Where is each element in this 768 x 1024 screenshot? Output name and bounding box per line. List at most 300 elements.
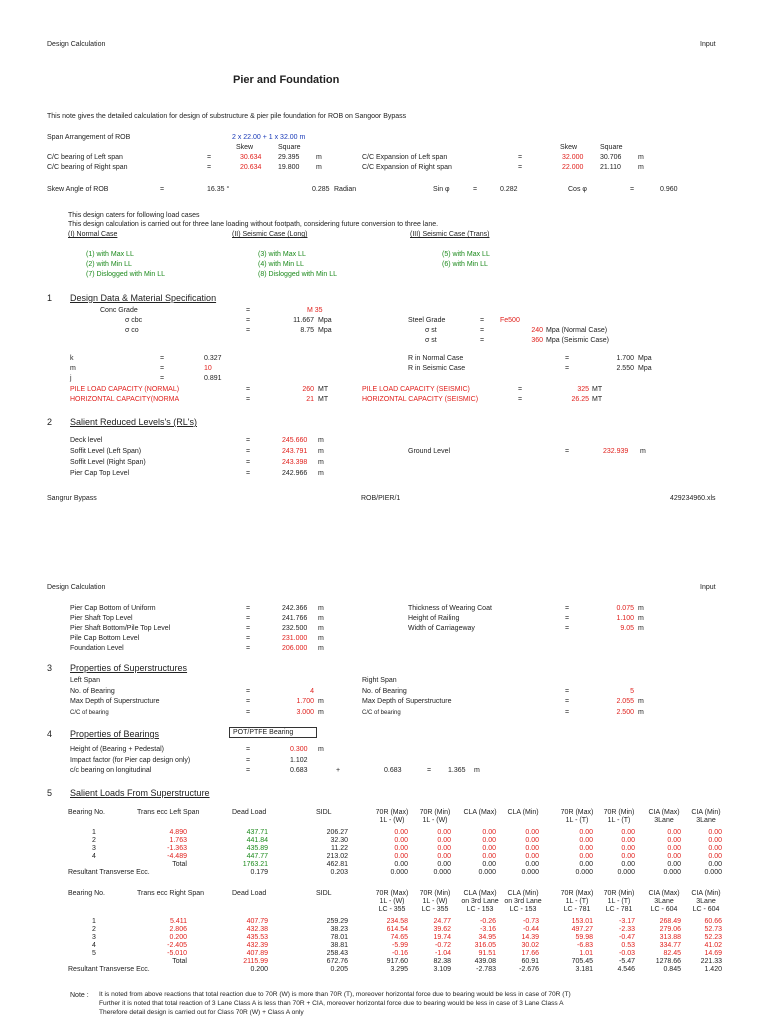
right-span-header: Right Span	[362, 677, 397, 684]
table-header: CLA (Max)	[463, 809, 497, 816]
eq: =	[565, 625, 570, 632]
pier-cap-bottom-value: 242.366	[282, 605, 308, 612]
table-cell: 38.23	[330, 926, 348, 933]
eq: =	[246, 459, 251, 466]
table-total-label: Total	[172, 861, 187, 868]
table-header: CLA (Min)	[507, 890, 539, 897]
k-value: 0.327	[204, 355, 222, 362]
table-total: 1763.21	[242, 861, 268, 868]
max-depth-left: 1.700	[296, 698, 314, 705]
cc-bearing-label: C/C of bearing	[362, 710, 401, 716]
table-total: 221.33	[700, 958, 722, 965]
table-cell: -0.44	[523, 926, 539, 933]
loadcase-6: (6) with Min LL	[442, 261, 488, 268]
table-cell: 614.54	[386, 926, 408, 933]
table-total: 2115.99	[243, 958, 268, 965]
loadcase-normal-header: (I) Normal Case	[68, 231, 118, 238]
table-cell: 258.43	[326, 950, 348, 957]
scbc-label: σ cbc	[125, 317, 143, 324]
table-ecc: 3.109	[433, 966, 451, 973]
table-cell: 59.98	[575, 934, 593, 941]
sst-label-2: σ st	[425, 337, 437, 344]
loadcase-4: (4) with Min LL	[258, 261, 304, 268]
table-cell: 17.66	[521, 950, 539, 957]
table-cell: -0.03	[619, 950, 635, 957]
table-cell: 0.00	[394, 837, 408, 844]
unit-m: m	[638, 164, 644, 171]
k-label: k	[70, 355, 74, 362]
bearing-type-box[interactable]: POT/PTFE Bearing	[229, 727, 317, 738]
max-depth-label: Max Depth of Superstructure	[362, 698, 452, 705]
eq: =	[246, 448, 251, 455]
table-ecc: 0.179	[250, 869, 268, 876]
exp-left-square: 30.706	[600, 154, 622, 161]
table-total: 439.08	[474, 958, 496, 965]
table-total: 0.00	[482, 861, 496, 868]
table-header: LC - 604	[692, 906, 720, 913]
table-header: 1L - (W)	[379, 898, 405, 905]
pile-cap-bottom-label: Pile Cap Bottom Level	[70, 635, 140, 642]
table-header: 1L - (T)	[607, 817, 631, 824]
table-header: 70R (Min)	[603, 890, 635, 897]
table-cell: 407.89	[246, 950, 268, 957]
conc-grade-value: M 35	[307, 307, 323, 314]
pier-cap-bottom-label: Pier Cap Bottom of Uniform	[70, 605, 156, 612]
table-cell: 5	[92, 950, 96, 957]
eq: =	[246, 757, 251, 764]
table-total: 0.00	[621, 861, 635, 868]
table-cell: -0.73	[523, 918, 539, 925]
unit-m: m	[638, 709, 644, 716]
table-cell: 38.81	[330, 942, 348, 949]
table-cell: 0.00	[621, 829, 635, 836]
table-cell: 74.65	[390, 934, 408, 941]
pier-shaft-top-label: Pier Shaft Top Level	[70, 615, 133, 622]
table-total: 0.00	[437, 861, 451, 868]
section-3-number: 3	[47, 663, 53, 673]
unit-mt: MT	[318, 396, 329, 403]
eq: =	[207, 164, 212, 171]
table-header: 70R (Max)	[375, 890, 409, 897]
table-ecc: 0.000	[575, 869, 593, 876]
eq: =	[565, 448, 570, 455]
unit-m: m	[318, 746, 324, 753]
table-cell: -6.83	[577, 942, 593, 949]
eq: =	[246, 605, 251, 612]
table-cell: 0.00	[482, 853, 496, 860]
table-ecc: 1.420	[704, 966, 722, 973]
table-total: 0.00	[579, 861, 593, 868]
bearing-height-value: 0.300	[290, 746, 308, 753]
eq: =	[246, 625, 251, 632]
header-left: Design Calculation	[47, 584, 106, 591]
table-cell: 435.89	[246, 845, 268, 852]
table-cell: 0.00	[482, 845, 496, 852]
loadcase-1: (1) with Max LL	[86, 251, 134, 258]
table-cell: 1.763	[169, 837, 187, 844]
eq: =	[565, 605, 570, 612]
eq: =	[160, 186, 165, 193]
loadcase-5: (5) with Max LL	[442, 251, 490, 258]
table-cell: 5.411	[170, 918, 187, 925]
table-header: Trans ecc Right Span	[137, 890, 205, 897]
table-cell: 32.30	[330, 837, 348, 844]
cc-longitudinal-total: 1.365	[448, 767, 466, 774]
loadcases-line2: This design calculation is carried out for three lane loading without footpath, considering future conversion to three lane.	[68, 221, 439, 228]
eq: =	[480, 327, 485, 334]
table-header: Bearing No.	[68, 890, 105, 897]
skew-angle-label: Skew Angle of ROB	[47, 186, 109, 193]
right-span-label: C/C bearing of Right span	[47, 164, 128, 171]
table-cell: 34.95	[478, 934, 496, 941]
table-cell: -0.72	[435, 942, 451, 949]
table-ecc: 0.000	[390, 869, 408, 876]
table-cell: 441.84	[246, 837, 268, 844]
table-cell: 0.00	[708, 853, 722, 860]
table-cell: 0.00	[394, 853, 408, 860]
unit-m: m	[318, 470, 324, 477]
table-cell: 78.01	[330, 934, 348, 941]
plus-sign: +	[336, 767, 341, 774]
table-header: 3Lane	[696, 898, 716, 905]
table-header: 70R (Max)	[560, 809, 594, 816]
eq: =	[565, 615, 570, 622]
r-seismic-label: R in Seismic Case	[408, 365, 466, 372]
loadcase-2: (2) with Min LL	[86, 261, 132, 268]
pier-cap-top-label: Pier Cap Top Level	[70, 470, 130, 477]
table-cell: -2.405	[167, 942, 187, 949]
table-cell: 0.00	[525, 829, 539, 836]
table-header: 70R (Min)	[419, 890, 451, 897]
eq: =	[427, 767, 432, 774]
unit-m: m	[316, 164, 322, 171]
eq: =	[518, 386, 523, 393]
page-title: Pier and Foundation	[233, 74, 340, 86]
unit-mt: MT	[318, 386, 329, 393]
note-label: Note :	[70, 992, 89, 999]
table-total: 462.81	[326, 861, 348, 868]
table-header: 3Lane	[654, 817, 674, 824]
table-total: -5.47	[619, 958, 635, 965]
table-cell: 0.00	[437, 845, 451, 852]
cc-longitudinal-a: 0.683	[290, 767, 308, 774]
soffit-left-label: Soffit Level (Left Span)	[70, 448, 142, 455]
section-5-title: Salient Loads From Superstructure	[70, 788, 210, 798]
eq: =	[246, 307, 251, 314]
cc-bearing-label: C/C of bearing	[70, 710, 109, 716]
eq: =	[160, 375, 165, 382]
eq: =	[473, 186, 478, 193]
note-line-1: It is noted from above reactions that total reaction due to 70R (W) is more than 70R (T), moreover horizontal force due to bearing would be less in case of 70R (T)	[99, 991, 571, 998]
eq: =	[246, 386, 251, 393]
table-cell: -0.47	[619, 934, 635, 941]
sco-label: σ co	[125, 327, 139, 334]
unit-mt: MT	[592, 386, 603, 393]
cc-longitudinal-b: 0.683	[384, 767, 402, 774]
section-5-number: 5	[47, 788, 53, 798]
eq: =	[246, 317, 251, 324]
table-ecc: 0.000	[663, 869, 681, 876]
table-header: CIA (Min)	[691, 890, 721, 897]
eq: =	[565, 355, 570, 362]
table-cell: 11.22	[331, 845, 348, 852]
unit-m: m	[318, 615, 324, 622]
table-header: 70R (Max)	[375, 809, 409, 816]
sco-value: 8.75	[300, 327, 314, 334]
table-cell: 0.00	[525, 837, 539, 844]
table-header: Dead Load	[232, 809, 267, 816]
table-cell: 0.00	[579, 829, 593, 836]
cos-label: Cos φ	[568, 186, 587, 193]
table-cell: 313.88	[659, 934, 681, 941]
table-cell: 2	[92, 926, 96, 933]
section-4-number: 4	[47, 729, 53, 739]
table-cell: 3	[92, 845, 96, 852]
eq: =	[246, 767, 251, 774]
table-cell: -2.33	[619, 926, 635, 933]
table-total: 1278.66	[655, 958, 681, 965]
loadcases-line1: This design caters for following load cases	[68, 212, 200, 219]
unit-m: m	[638, 154, 644, 161]
unit-m: m	[318, 459, 324, 466]
table-cell: 3	[92, 934, 96, 941]
max-depth-label: Max Depth of Superstructure	[70, 698, 160, 705]
table-header: Trans ecc Left Span	[137, 809, 200, 816]
note-line-2: Further it is noted that total reaction of 3 Lane Class A is less than 70R + CIA, moreover horizontal force due to bearing would be less in case of 3 Lane Class A	[99, 1000, 564, 1007]
table-header: CIA (Max)	[648, 890, 680, 897]
table-ecc: -2.783	[476, 966, 496, 973]
table-total: 0.00	[394, 861, 408, 868]
exp-left-skew: 32.000	[562, 154, 584, 161]
table-cell: 0.200	[169, 934, 187, 941]
table-cell: 19.74	[433, 934, 451, 941]
table-total: 82.38	[433, 958, 451, 965]
unit-m: m	[318, 645, 324, 652]
railing-height-value: 1.100	[616, 615, 634, 622]
carriageway-width-value: 9.05	[620, 625, 634, 632]
section-1-title: Design Data & Material Specification	[70, 293, 217, 303]
unit-mpa: Mpa	[638, 355, 652, 362]
table-header: LC - 781	[563, 906, 591, 913]
sst-value-2: 360	[531, 337, 543, 344]
table-cell: 0.00	[667, 845, 681, 852]
table-total: 0.00	[525, 861, 539, 868]
table-cell: 4	[92, 942, 96, 949]
soffit-right-label: Soffit Level (Right Span)	[70, 459, 146, 466]
sst-note-2: Mpa (Seismic Case)	[546, 337, 610, 344]
table-total: 0.00	[708, 861, 722, 868]
table-cell: 41.02	[704, 942, 722, 949]
eq: =	[630, 186, 635, 193]
soffit-right-value: 243.398	[282, 459, 308, 466]
table-cell: 497.27	[571, 926, 593, 933]
unit-m: m	[318, 625, 324, 632]
table-cell: 432.38	[246, 926, 268, 933]
horizontal-capacity-seismic-value: 26.25	[571, 396, 589, 403]
table-cell: 268.49	[659, 918, 681, 925]
unit-mpa: Mpa	[638, 365, 652, 372]
footer-right: 429234960.xls	[670, 495, 716, 502]
table-ecc: 0.203	[330, 869, 348, 876]
pile-cap-bottom-value: 231.000	[282, 635, 308, 642]
no-bearing-right: 5	[630, 688, 634, 695]
table-cell: 4.890	[169, 829, 187, 836]
impact-factor-label: Impact factor (for Pier cap design only)	[70, 757, 191, 764]
unit-m: m	[638, 605, 644, 612]
table-cell: 91.51	[478, 950, 496, 957]
table-header: Dead Load	[232, 890, 267, 897]
eq: =	[246, 327, 251, 334]
table-cell: -3.16	[480, 926, 496, 933]
table-cell: 0.00	[708, 845, 722, 852]
horizontal-capacity-normal-value: 21	[306, 396, 314, 403]
table-header: SIDL	[316, 890, 332, 897]
table-total: 0.00	[667, 861, 681, 868]
table-cell: -3.17	[619, 918, 635, 925]
table-ecc: 0.200	[250, 966, 268, 973]
ground-level-label: Ground Level	[408, 448, 451, 455]
table-header: on 3rd Lane	[461, 898, 499, 905]
table-cell: 0.00	[482, 829, 496, 836]
table-header: Bearing No.	[68, 809, 105, 816]
cc-bearing-right: 2.500	[616, 709, 634, 716]
eq: =	[565, 365, 570, 372]
table-cell: 206.27	[326, 829, 348, 836]
unit-m: m	[638, 615, 644, 622]
skew-header-2: Skew	[560, 144, 578, 151]
table-cell: 14.69	[704, 950, 722, 957]
wearing-coat-value: 0.075	[616, 605, 634, 612]
footer-left: Sangrur Bypass	[47, 495, 97, 502]
table-ecc: 0.000	[478, 869, 496, 876]
table-header: LC - 355	[378, 906, 406, 913]
eq: =	[246, 698, 251, 705]
left-span-label: C/C bearing of Left span	[47, 154, 123, 161]
loadcase-seismic-trans-header: (III) Seismic Case (Trans)	[410, 231, 490, 238]
loadcase-3: (3) with Max LL	[258, 251, 306, 258]
left-span-header: Left Span	[70, 677, 100, 684]
table-total-label: Total	[172, 958, 187, 965]
table-header: 70R (Max)	[560, 890, 594, 897]
radian-value: 0.285	[312, 186, 330, 193]
unit-m: m	[318, 698, 324, 705]
header-left: Design Calculation	[47, 41, 106, 48]
pier-cap-top-value: 242.966	[282, 470, 308, 477]
table-cell: 82.45	[663, 950, 681, 957]
sin-value: 0.282	[500, 186, 518, 193]
unit-mpa: Mpa	[318, 317, 332, 324]
span-label: Span Arrangement of ROB	[47, 134, 131, 141]
table-cell: 1	[92, 918, 96, 925]
eq: =	[246, 709, 251, 716]
r-seismic-value: 2.550	[616, 365, 634, 372]
loadcase-8: (8) Dislogged with Min LL	[258, 271, 337, 278]
j-label: j	[70, 375, 72, 382]
table-header: LC - 153	[466, 906, 494, 913]
header-right: Input	[700, 584, 716, 591]
table-cell: 432.39	[246, 942, 268, 949]
table-cell: 0.00	[708, 829, 722, 836]
exp-right-skew: 22.000	[562, 164, 584, 171]
no-bearing-left: 4	[310, 688, 314, 695]
table-ecc: 4.546	[617, 966, 635, 973]
radian-label: Radian	[334, 186, 357, 193]
eq: =	[518, 396, 523, 403]
table-cell: 0.00	[621, 853, 635, 860]
r-normal-label: R in Normal Case	[408, 355, 464, 362]
eq: =	[246, 746, 251, 753]
sst-value-1: 240	[531, 327, 543, 334]
eq: =	[160, 365, 165, 372]
table-cell: 0.00	[482, 837, 496, 844]
unit-m: m	[638, 625, 644, 632]
table-cell: 316.05	[474, 942, 496, 949]
no-bearing-label: No. of Bearing	[70, 688, 115, 695]
intro-text: This note gives the detailed calculation for design of substructure & pier pile foundation for ROB on Sangoor Bypass	[47, 113, 407, 120]
table-total: 672.76	[326, 958, 348, 965]
table-header: LC - 355	[421, 906, 449, 913]
j-value: 0.891	[204, 375, 222, 382]
eq: =	[565, 688, 570, 695]
table-cell: 30.02	[521, 942, 539, 949]
table-ecc-label: Resultant Transverse Ecc.	[68, 966, 150, 973]
table-cell: -0.26	[480, 918, 496, 925]
m-value: 10	[204, 365, 212, 372]
wearing-coat-label: Thickness of Wearing Coat	[408, 605, 492, 612]
span-value: 2 x 22.00 + 1 x 32.00 m	[232, 134, 306, 141]
table-cell: 0.00	[667, 837, 681, 844]
table-header: 1L - (W)	[379, 817, 405, 824]
table-header: 1L - (W)	[422, 817, 448, 824]
carriageway-width-label: Width of Carriageway	[408, 625, 475, 632]
table-ecc: -2.676	[519, 966, 539, 973]
deck-level-value: 245.660	[282, 437, 308, 444]
table-cell: 1	[92, 829, 96, 836]
eq: =	[518, 154, 523, 161]
table-header: CLA (Min)	[507, 809, 539, 816]
table-cell: 0.00	[394, 845, 408, 852]
exp-right-square: 21.110	[600, 164, 621, 171]
table-cell: 0.00	[579, 837, 593, 844]
sst-note-1: Mpa (Normal Case)	[546, 327, 608, 334]
railing-height-label: Height of Railing	[408, 615, 460, 622]
unit-m: m	[318, 605, 324, 612]
table-cell: 259.29	[326, 918, 348, 925]
foundation-level-value: 206.000	[282, 645, 308, 652]
table-header: CLA (Max)	[463, 890, 497, 897]
unit-mpa: Mpa	[318, 327, 332, 334]
unit-m: m	[318, 709, 324, 716]
table-cell: 0.00	[437, 829, 451, 836]
table-cell: 24.77	[433, 918, 451, 925]
eq: =	[246, 688, 251, 695]
unit-m: m	[318, 448, 324, 455]
table-cell: 447.77	[246, 853, 268, 860]
table-cell: 0.00	[667, 853, 681, 860]
foundation-level-label: Foundation Level	[70, 645, 124, 652]
pile-capacity-normal-label: PILE LOAD CAPACITY (NORMAL)	[70, 386, 180, 393]
table-cell: 52.73	[704, 926, 722, 933]
table-cell: 279.06	[659, 926, 681, 933]
table-header: LC - 604	[650, 906, 678, 913]
eq: =	[246, 635, 251, 642]
eq: =	[246, 470, 251, 477]
table-cell: 0.00	[579, 853, 593, 860]
steel-grade-value: Fe500	[500, 317, 520, 324]
cos-value: 0.960	[660, 186, 678, 193]
eq: =	[246, 396, 251, 403]
sst-label-1: σ st	[425, 327, 437, 334]
